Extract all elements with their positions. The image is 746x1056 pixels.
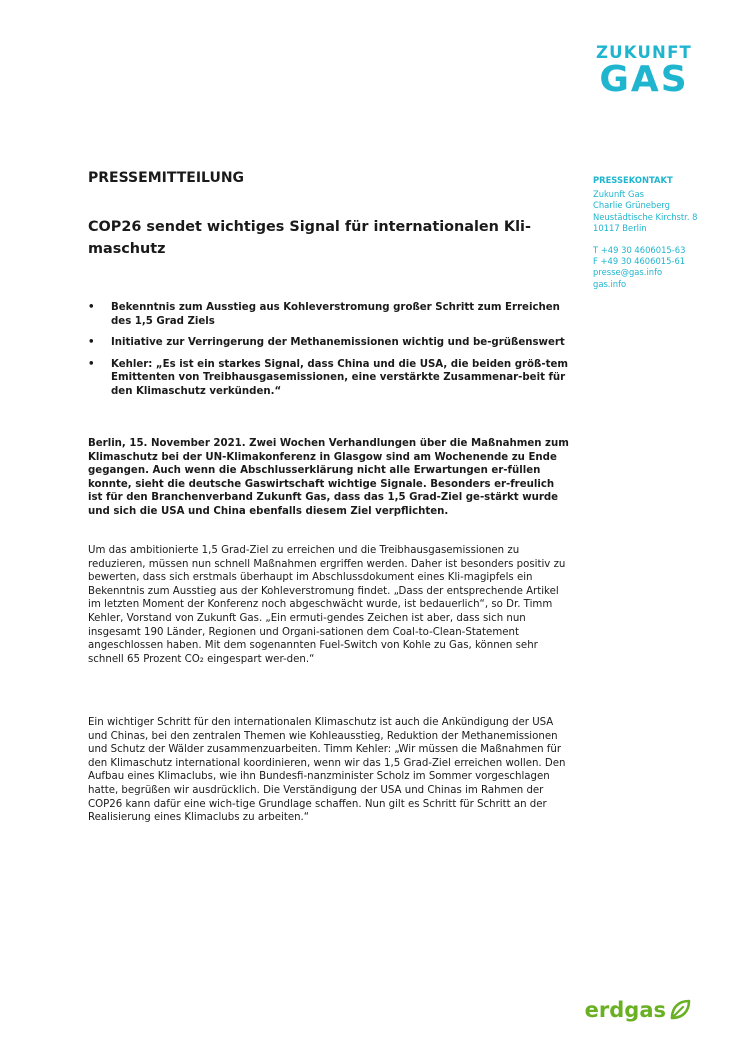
zukunft-gas-logo bbox=[596, 44, 692, 98]
contact-email-link[interactable]: presse@gas.info bbox=[593, 267, 663, 278]
list-item bbox=[88, 301, 568, 328]
key-points-list bbox=[88, 301, 568, 406]
lead-paragraph: Berlin, 15. November 2021. Zwei Wochen Verhandlungen über die Maßnahmen zum Klimaschutz bei der UN-Klimakonferenz in Glasgow sind am Wochenende zu Ende gegangen. Auch wenn die Abschlusserklärung nicht alle Erwartungen er-füllen konnte, sieht die deutsche Gaswirtschaft wichtige Signale. Besonders er-freulich ist für den Branchenverband Zukunft Gas, dass das 1,5 Grad-Ziel ge-stärkt wurde und sich die USA und China ebenfalls diesem Ziel verpflichten. bbox=[88, 438, 569, 517]
bullet-symbol: • bbox=[88, 337, 95, 348]
erdgas-logo bbox=[585, 998, 692, 1022]
press-release-title: COP26 sendet wichtiges Signal für internationalen Kli-maschutz bbox=[88, 219, 531, 257]
contact-street: Neustädtische Kirchstr. 8 bbox=[593, 211, 698, 222]
contact-city: 10117 Berlin bbox=[593, 222, 647, 233]
body-paragraph-1: Um das ambitionierte 1,5 Grad-Ziel zu erreichen und die Treibhausgasemissionen zu reduzieren, müssen nun schnell Maßnahmen ergriffen werden. Daher ist besonders positiv zu bewerten, dass sich erstmals überhaupt im Abschlussdokument eines Kli-magipfels ein Bekenntnis zum Ausstieg aus der Kohleverstromung findet. „Dass der entsprechende Artikel im letzten Moment der Konferenz noch abgeschwächt wurde, ist bedauerlich“, so Dr. Timm Kehler, Vorstand von Zukunft Gas. „Ein ermuti-gendes Zeichen ist aber, dass sich nun insgesamt 190 Länder, Regionen und Organi-sationen dem Coal-to-Clean-Statement angeschlossen haben. Mit dem sogenannten Fuel-Switch von Kohle zu Gas, können sehr schnell 65 Prozent CO₂ eingespart wer-den.“ bbox=[88, 545, 566, 665]
logo-line-1: ZUKUNFT bbox=[596, 43, 692, 62]
contact-fax: F +49 30 4606015-61 bbox=[593, 256, 686, 267]
press-contact-title: PRESSEKONTAKT bbox=[593, 175, 673, 185]
erdgas-wordmark: erdgas bbox=[584, 998, 666, 1022]
leaf-icon bbox=[668, 998, 692, 1022]
press-contact-block bbox=[593, 175, 733, 290]
bullet-text: Bekenntnis zum Ausstieg aus Kohleverstromung großer Schritt zum Erreichen des 1,5 Grad Ziels bbox=[111, 302, 560, 327]
contact-phone: T +49 30 4606015-63 bbox=[593, 245, 686, 256]
list-item bbox=[88, 336, 568, 350]
body-paragraph-2: Ein wichtiger Schritt für den internationalen Klimaschutz ist auch die Ankündigung der USA und Chinas, bei den zentralen Themen wie Kohleausstieg, Reduktion der Methanemissionen und Schutz der Wälder zusammenzuarbeiten. Timm Kehler: „Wir müssen die Maßnahmen für den Klimaschutz international koordinieren, wenn wir das 1,5 Grad-Ziel erreichen wollen. Den Aufbau eines Klimaclubs, wie ihn Bundesfi-nanzminister Scholz im Sommer vorgeschlagen hatte, begrüßen wir ausdrücklich. Die Verständigung der USA und Chinas im Rahmen der COP26 kann dafür eine wich-tige Grundlage schaffen. Nun gilt es Schritt für Schritt an der Realisierung eines Klimaclubs zu arbeiten.“ bbox=[88, 717, 566, 824]
bullet-text: Initiative zur Verringerung der Methanemissionen wichtig und be-grüßenswert bbox=[111, 337, 565, 348]
bullet-symbol: • bbox=[88, 302, 95, 313]
document-type-heading: PRESSEMITTEILUNG bbox=[88, 170, 245, 186]
bullet-text: Kehler: „Es ist ein starkes Signal, dass China und die USA, die beiden größ-tem Emittenten von Treibhausgasemissionen, eine verstärkte Zusammenar-beit für den Klimaschutz verkünden.“ bbox=[111, 358, 568, 397]
contact-org: Zukunft Gas bbox=[593, 189, 644, 200]
list-item bbox=[88, 358, 568, 399]
contact-name: Charlie Grüneberg bbox=[593, 200, 670, 211]
contact-web-link[interactable]: gas.info bbox=[593, 278, 627, 289]
logo-line-2: GAS bbox=[599, 59, 689, 100]
bullet-symbol: • bbox=[88, 358, 95, 370]
